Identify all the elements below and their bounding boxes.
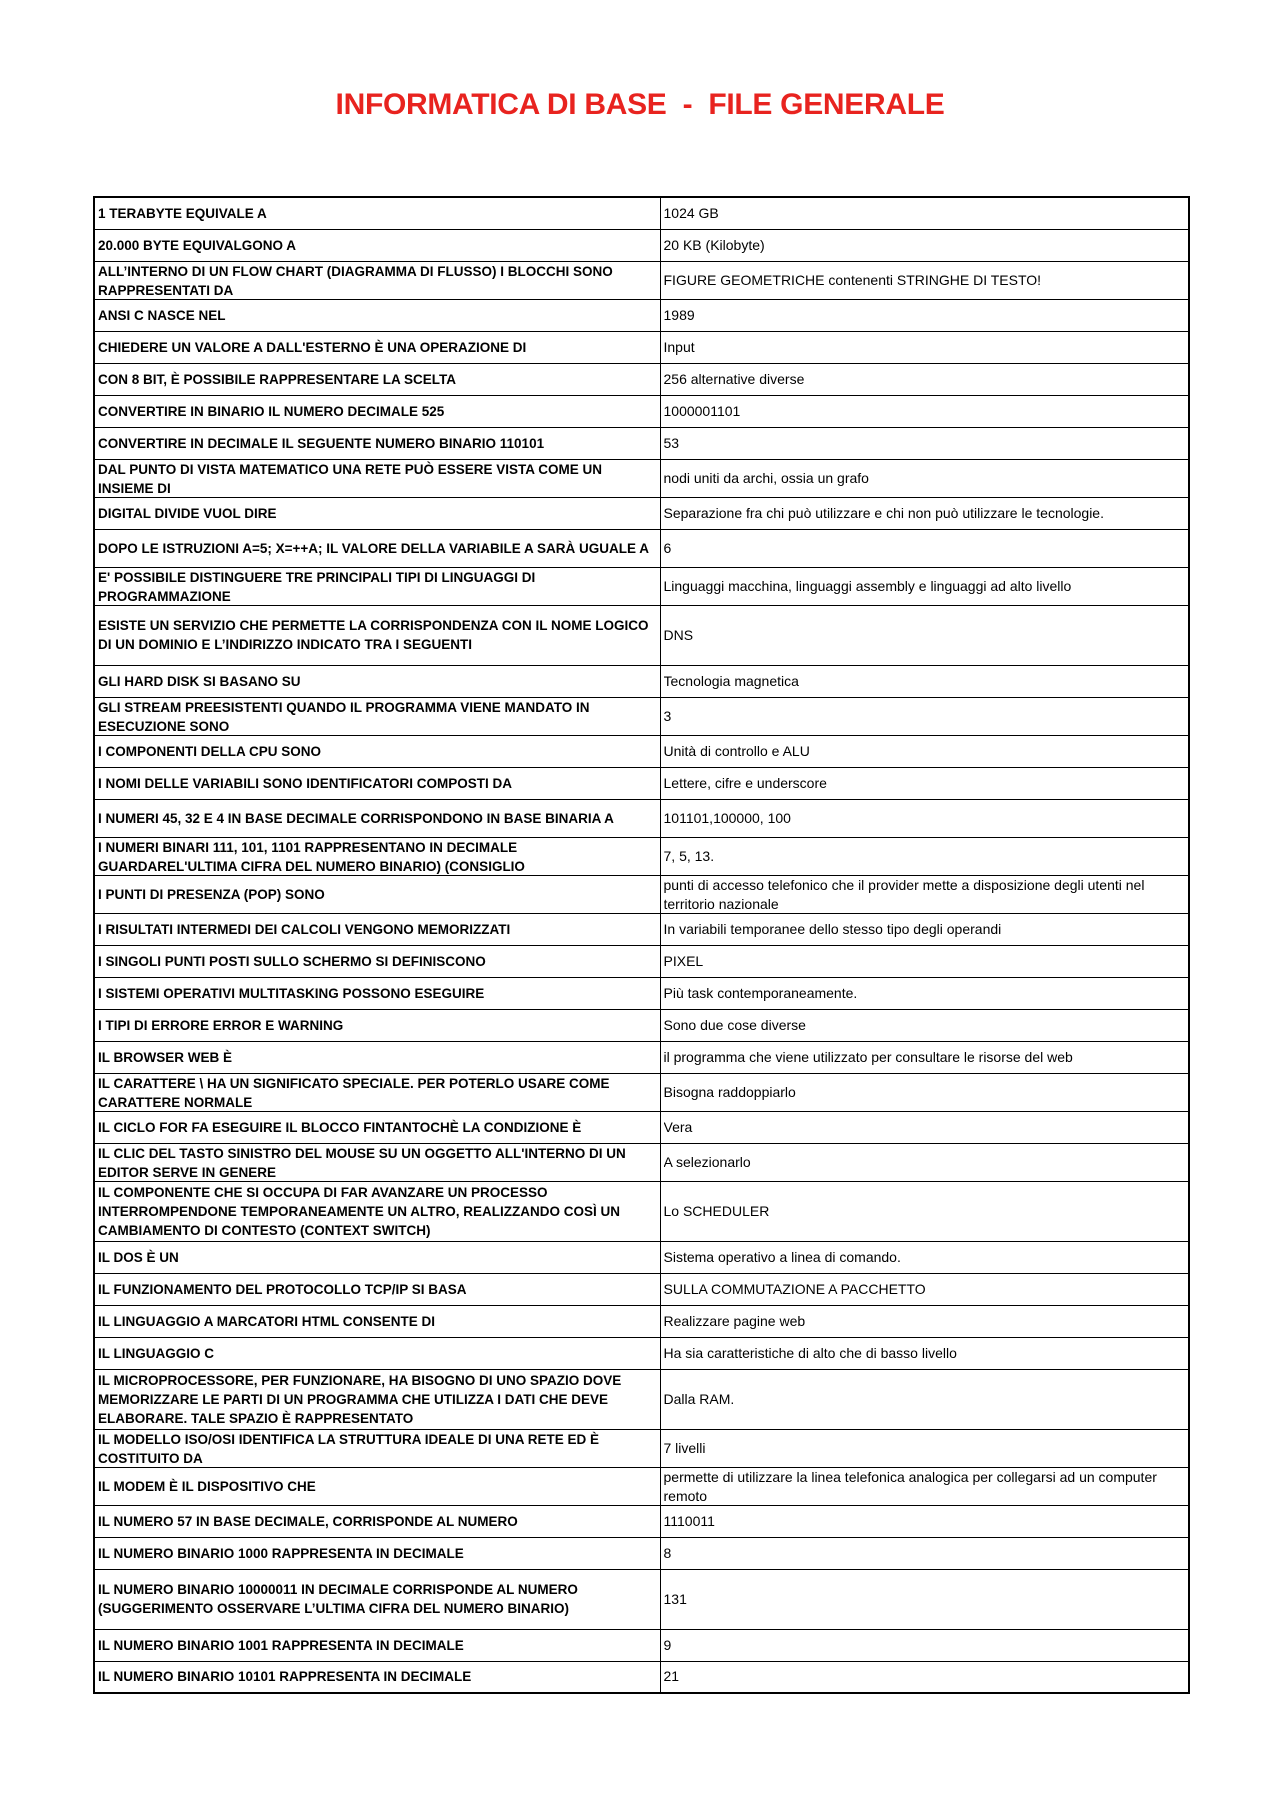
question-cell — [94, 497, 660, 529]
question-text: IL MODEM È IL DISPOSITIVO CHE — [98, 1478, 316, 1494]
answer-text: Linguaggi macchina, linguaggi assembly e linguaggi ad alto livello — [663, 577, 1072, 594]
answer-cell — [660, 229, 1189, 261]
answer-cell — [660, 1041, 1189, 1073]
table-row — [94, 799, 1189, 837]
answer-cell — [660, 1505, 1189, 1537]
answer-cell — [660, 799, 1189, 837]
question-cell — [94, 1305, 660, 1337]
question-cell — [94, 1537, 660, 1569]
question-text: IL FUNZIONAMENTO DEL PROTOCOLLO TCP/IP SI BASA — [98, 1281, 467, 1297]
answer-cell — [660, 197, 1189, 229]
table-row — [94, 767, 1189, 799]
answer-cell — [660, 913, 1189, 945]
question-cell — [94, 1429, 660, 1467]
answer-cell — [660, 1009, 1189, 1041]
answer-cell — [660, 1661, 1189, 1693]
table-row — [94, 605, 1189, 665]
answer-text: 21 — [663, 1668, 680, 1685]
question-cell — [94, 427, 660, 459]
table-row — [94, 427, 1189, 459]
table-row — [94, 1241, 1189, 1273]
answer-cell — [660, 697, 1189, 735]
answer-text: 9 — [663, 1636, 672, 1653]
table-row — [94, 497, 1189, 529]
table-row — [94, 697, 1189, 735]
answer-text: 7 livelli — [663, 1439, 706, 1456]
answer-text: Lo SCHEDULER — [663, 1202, 770, 1219]
answer-cell — [660, 299, 1189, 331]
answer-text: Vera — [663, 1118, 693, 1135]
question-cell — [94, 529, 660, 567]
question-text: DAL PUNTO DI VISTA MATEMATICO UNA RETE PUÒ ESSERE VISTA COME UN INSIEME DI — [98, 462, 603, 496]
answer-text: punti di accesso telefonico che il provider mette a disposizione degli utenti nel territorio nazionale — [663, 877, 1145, 912]
answer-cell — [660, 1181, 1189, 1241]
question-cell — [94, 837, 660, 875]
table-row — [94, 1537, 1189, 1569]
table-row — [94, 229, 1189, 261]
answer-cell — [660, 1143, 1189, 1181]
answer-text: Separazione fra chi può utilizzare e chi non può utilizzare le tecnologie. — [663, 504, 1104, 521]
answer-text: Lettere, cifre e underscore — [663, 774, 827, 791]
table-row — [94, 529, 1189, 567]
question-text: GLI STREAM PREESISTENTI QUANDO IL PROGRAMMA VIENE MANDATO IN ESECUZIONE SONO — [98, 700, 590, 734]
question-cell — [94, 605, 660, 665]
question-text: I PUNTI DI PRESENZA (POP) SONO — [98, 886, 325, 902]
answer-cell — [660, 945, 1189, 977]
page-title: INFORMATICA DI BASE - FILE GENERALE — [335, 88, 945, 121]
table-row — [94, 1467, 1189, 1505]
answer-text: Realizzare pagine web — [663, 1312, 806, 1329]
answer-cell — [660, 1241, 1189, 1273]
answer-cell — [660, 261, 1189, 299]
question-text: IL COMPONENTE CHE SI OCCUPA DI FAR AVANZARE UN PROCESSO INTERROMPENDONE TEMPORANEAMENTE UN ALTRO, REALIZZANDO COSÌ UN CAMBIAMENTO DI CONTESTO (CONTEXT SWITCH) — [98, 1184, 620, 1238]
table-row — [94, 299, 1189, 331]
question-cell — [94, 767, 660, 799]
question-cell — [94, 945, 660, 977]
question-text: ESISTE UN SERVIZIO CHE PERMETTE LA CORRISPONDENZA CON IL NOME LOGICO DI UN DOMINIO E L’INDIRIZZO INDICATO TRA I SEGUENTI — [98, 618, 649, 652]
answer-cell — [660, 665, 1189, 697]
answer-text: 20 KB (Kilobyte) — [663, 236, 765, 253]
table-row — [94, 459, 1189, 497]
table-row — [94, 395, 1189, 427]
question-text: IL LINGUAGGIO A MARCATORI HTML CONSENTE DI — [98, 1313, 435, 1329]
answer-text: SULLA COMMUTAZIONE A PACCHETTO — [663, 1280, 926, 1297]
question-cell — [94, 229, 660, 261]
question-text: IL CARATTERE \ HA UN SIGNIFICATO SPECIALE. PER POTERLO USARE COME CARATTERE NORMALE — [98, 1076, 610, 1110]
question-text: IL NUMERO 57 IN BASE DECIMALE, CORRISPONDE AL NUMERO — [98, 1513, 518, 1529]
answer-cell — [660, 1569, 1189, 1629]
qa-table-body — [94, 197, 1189, 1693]
question-text: DOPO LE ISTRUZIONI A=5; X=++A; IL VALORE DELLA VARIABILE A SARÀ UGUALE A — [98, 540, 650, 556]
question-text: ALL’INTERNO DI UN FLOW CHART (DIAGRAMMA DI FLUSSO) I BLOCCHI SONO RAPPRESENTATI DA — [98, 264, 613, 298]
question-text: IL CLIC DEL TASTO SINISTRO DEL MOUSE SU UN OGGETTO ALL'INTERNO DI UN EDITOR SERVE IN GENERE — [98, 1146, 626, 1180]
table-row — [94, 363, 1189, 395]
answer-text: Sono due cose diverse — [663, 1016, 806, 1033]
answer-text: 101101,100000, 100 — [663, 809, 791, 826]
question-text: IL MODELLO ISO/OSI IDENTIFICA LA STRUTTURA IDEALE DI UNA RETE ED È COSTITUITO DA — [98, 1432, 600, 1466]
table-row — [94, 1181, 1189, 1241]
answer-text: nodi uniti da archi, ossia un grafo — [663, 469, 869, 486]
answer-cell — [660, 459, 1189, 497]
answer-cell — [660, 735, 1189, 767]
question-cell — [94, 1629, 660, 1661]
question-text: CONVERTIRE IN BINARIO IL NUMERO DECIMALE 525 — [98, 403, 445, 419]
question-cell — [94, 363, 660, 395]
table-row — [94, 1429, 1189, 1467]
answer-cell — [660, 529, 1189, 567]
answer-text: Unità di controllo e ALU — [663, 742, 810, 759]
question-cell — [94, 977, 660, 1009]
answer-text: In variabili temporanee dello stesso tipo degli operandi — [663, 920, 1002, 937]
question-cell — [94, 799, 660, 837]
question-text: IL MICROPROCESSORE, PER FUNZIONARE, HA BISOGNO DI UNO SPAZIO DOVE MEMORIZZARE LE PARTI DI UN PROGRAMMA CHE UTILIZZA I DATI CHE DEVE ELABORARE. TALE SPAZIO È RAPPRESENTATO — [98, 1372, 622, 1426]
answer-cell — [660, 605, 1189, 665]
question-text: IL NUMERO BINARIO 1000 RAPPRESENTA IN DECIMALE — [98, 1545, 464, 1561]
answer-cell — [660, 875, 1189, 913]
question-text: I SINGOLI PUNTI POSTI SULLO SCHERMO SI DEFINISCONO — [98, 953, 486, 969]
answer-text: 256 alternative diverse — [663, 370, 805, 387]
question-text: CON 8 BIT, È POSSIBILE RAPPRESENTARE LA SCELTA — [98, 371, 457, 387]
answer-text: Bisogna raddoppiarlo — [663, 1083, 796, 1100]
table-row — [94, 1505, 1189, 1537]
table-row — [94, 567, 1189, 605]
question-cell — [94, 1661, 660, 1693]
question-cell — [94, 1181, 660, 1241]
question-text: I TIPI DI ERRORE ERROR E WARNING — [98, 1017, 344, 1033]
answer-text: 7, 5, 13. — [663, 847, 715, 864]
table-row — [94, 837, 1189, 875]
question-text: CHIEDERE UN VALORE A DALL'ESTERNO È UNA OPERAZIONE DI — [98, 339, 527, 355]
answer-text: 3 — [663, 707, 672, 724]
answer-text: permette di utilizzare la linea telefonica analogica per collegarsi ad un computer remoto — [663, 1469, 1157, 1504]
question-cell — [94, 299, 660, 331]
question-text: E' POSSIBILE DISTINGUERE TRE PRINCIPALI TIPI DI LINGUAGGI DI PROGRAMMAZIONE — [98, 570, 536, 604]
answer-text: Input — [663, 338, 695, 355]
question-cell — [94, 697, 660, 735]
question-text: IL NUMERO BINARIO 10000011 IN DECIMALE CORRISPONDE AL NUMERO (SUGGERIMENTO OSSERVARE L’ULTIMA CIFRA DEL NUMERO BINARIO) — [98, 1582, 578, 1616]
table-row — [94, 1337, 1189, 1369]
question-cell — [94, 1569, 660, 1629]
answer-text: 131 — [663, 1590, 687, 1607]
question-text: CONVERTIRE IN DECIMALE IL SEGUENTE NUMERO BINARIO 110101 — [98, 435, 545, 451]
question-text: I NOMI DELLE VARIABILI SONO IDENTIFICATORI COMPOSTI DA — [98, 775, 513, 791]
table-row — [94, 1569, 1189, 1629]
question-cell — [94, 459, 660, 497]
answer-text: 53 — [663, 434, 680, 451]
question-cell — [94, 395, 660, 427]
answer-cell — [660, 1429, 1189, 1467]
question-text: I NUMERI 45, 32 E 4 IN BASE DECIMALE CORRISPONDONO IN BASE BINARIA A — [98, 810, 614, 826]
answer-cell — [660, 567, 1189, 605]
table-row — [94, 1369, 1189, 1429]
table-row — [94, 1111, 1189, 1143]
question-text: 20.000 BYTE EQUIVALGONO A — [98, 237, 297, 253]
answer-text: 6 — [663, 539, 672, 556]
table-row — [94, 1073, 1189, 1111]
question-text: GLI HARD DISK SI BASANO SU — [98, 673, 301, 689]
question-cell — [94, 913, 660, 945]
answer-cell — [660, 497, 1189, 529]
table-row — [94, 735, 1189, 767]
answer-cell — [660, 837, 1189, 875]
answer-text: Sistema operativo a linea di comando. — [663, 1248, 901, 1265]
question-cell — [94, 1009, 660, 1041]
qa-table — [93, 196, 1190, 1694]
table-row — [94, 913, 1189, 945]
answer-cell — [660, 977, 1189, 1009]
answer-text: 1110011 — [663, 1512, 715, 1529]
answer-text: Più task contemporaneamente. — [663, 984, 858, 1001]
question-cell — [94, 1041, 660, 1073]
question-cell — [94, 261, 660, 299]
table-row — [94, 1661, 1189, 1693]
question-cell — [94, 1505, 660, 1537]
question-cell — [94, 197, 660, 229]
table-row — [94, 665, 1189, 697]
answer-cell — [660, 427, 1189, 459]
answer-cell — [660, 1273, 1189, 1305]
question-text: IL NUMERO BINARIO 1001 RAPPRESENTA IN DECIMALE — [98, 1637, 464, 1653]
answer-text: Tecnologia magnetica — [663, 672, 799, 689]
question-cell — [94, 735, 660, 767]
answer-cell — [660, 1305, 1189, 1337]
answer-text: Dalla RAM. — [663, 1390, 735, 1407]
answer-cell — [660, 331, 1189, 363]
answer-cell — [660, 1369, 1189, 1429]
answer-cell — [660, 1537, 1189, 1569]
table-row — [94, 1305, 1189, 1337]
table-row — [94, 261, 1189, 299]
question-cell — [94, 875, 660, 913]
question-text: DIGITAL DIVIDE VUOL DIRE — [98, 505, 277, 521]
question-text: IL NUMERO BINARIO 10101 RAPPRESENTA IN DECIMALE — [98, 1669, 472, 1685]
question-cell — [94, 1273, 660, 1305]
answer-text: PIXEL — [663, 952, 704, 969]
answer-cell — [660, 1337, 1189, 1369]
table-row — [94, 1041, 1189, 1073]
answer-text: 1000001101 — [663, 402, 741, 419]
question-text: IL CICLO FOR FA ESEGUIRE IL BLOCCO FINTANTOCHÈ LA CONDIZIONE È — [98, 1119, 582, 1135]
answer-text: Ha sia caratteristiche di alto che di basso livello — [663, 1344, 957, 1361]
answer-cell — [660, 363, 1189, 395]
answer-text: 1024 GB — [663, 204, 719, 221]
question-cell — [94, 1111, 660, 1143]
answer-text: DNS — [663, 626, 694, 643]
question-text: I COMPONENTI DELLA CPU SONO — [98, 743, 322, 759]
answer-cell — [660, 767, 1189, 799]
question-cell — [94, 1467, 660, 1505]
table-row — [94, 1009, 1189, 1041]
answer-text: 1989 — [663, 306, 695, 323]
question-cell — [94, 1073, 660, 1111]
table-row — [94, 977, 1189, 1009]
answer-text: FIGURE GEOMETRICHE contenenti STRINGHE DI TESTO! — [663, 271, 1042, 288]
question-text: IL DOS È UN — [98, 1249, 179, 1265]
table-row — [94, 1629, 1189, 1661]
answer-text: 8 — [663, 1544, 672, 1561]
question-text: 1 TERABYTE EQUIVALE A — [98, 205, 267, 221]
question-text: ANSI C NASCE NEL — [98, 307, 226, 323]
question-cell — [94, 1337, 660, 1369]
question-text: IL LINGUAGGIO C — [98, 1345, 215, 1361]
question-text: I SISTEMI OPERATIVI MULTITASKING POSSONO ESEGUIRE — [98, 985, 485, 1001]
question-text: I NUMERI BINARI 111, 101, 1101 RAPPRESENTANO IN DECIMALE GUARDAREL'ULTIMA CIFRA DEL NUMERO BINARIO) (CONSIGLIO — [98, 840, 525, 874]
answer-cell — [660, 1073, 1189, 1111]
answer-cell — [660, 1629, 1189, 1661]
table-row — [94, 945, 1189, 977]
question-cell — [94, 1143, 660, 1181]
answer-cell — [660, 1111, 1189, 1143]
table-row — [94, 1273, 1189, 1305]
answer-text: il programma che viene utilizzato per consultare le risorse del web — [663, 1048, 1073, 1065]
question-text: IL BROWSER WEB È — [98, 1049, 233, 1065]
question-cell — [94, 1369, 660, 1429]
answer-text: A selezionarlo — [663, 1153, 751, 1170]
table-row — [94, 1143, 1189, 1181]
answer-cell — [660, 1467, 1189, 1505]
question-cell — [94, 567, 660, 605]
answer-cell — [660, 395, 1189, 427]
question-cell — [94, 665, 660, 697]
question-cell — [94, 331, 660, 363]
table-row — [94, 331, 1189, 363]
question-text: I RISULTATI INTERMEDI DEI CALCOLI VENGONO MEMORIZZATI — [98, 921, 511, 937]
table-row — [94, 197, 1189, 229]
question-cell — [94, 1241, 660, 1273]
table-row — [94, 875, 1189, 913]
